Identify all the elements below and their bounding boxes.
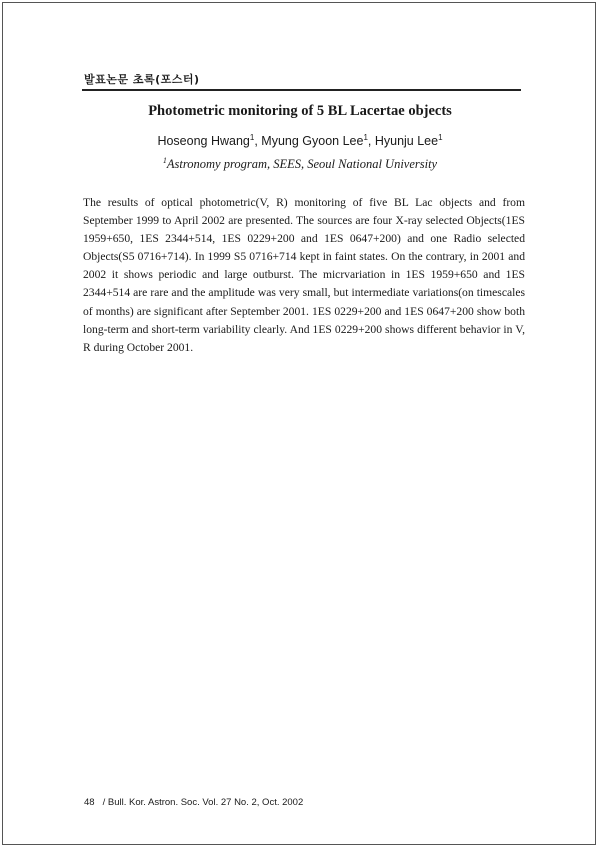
journal-citation: / Bull. Kor. Astron. Soc. Vol. 27 No. 2, Oct. 2002 [102, 797, 304, 808]
author-superscript: 1 [363, 133, 368, 142]
author-separator: , [254, 134, 262, 149]
section-header: 발표논문 초록(포스터) [84, 73, 200, 86]
author-name: Myung Gyoon Lee [261, 134, 364, 149]
author-name: Hoseong Hwang [157, 134, 250, 149]
author-list [0, 133, 600, 148]
affiliation [0, 156, 600, 172]
author-superscript: 1 [438, 133, 443, 142]
page-number: 48 [84, 797, 95, 808]
paper-title: Photometric monitoring of 5 BL Lacertae objects [148, 103, 452, 119]
author-superscript: 1 [249, 133, 255, 142]
author-name: Hyunju Lee [374, 134, 439, 149]
affiliation-superscript: 1 [162, 156, 167, 165]
affiliation-text: Astronomy program, SEES, Seoul National University [166, 157, 438, 172]
abstract-body: The results of optical photometric(V, R) monitoring of five BL Lac objects and from September 1999 to April 2002 are presented. The sources are four X-ray selected Objects(1ES 1959+650, 1ES 2344+514, 1ES 0229+200 and 1ES 0647+200) and one Radio selected Objects(S5 0716+714). In 1999 S5 0716+714 kept in faint states. On the contrary, in 2001 and 2002 it shows periodic and large outburst. The micrvariation in 1ES 1959+650 and 1ES 2344+514 are rare and the amplitude was very small, but intermediate variations(on timescales of months) are significant after September 2001. 1ES 0229+200 and 1ES 0647+200 show both long-term and short-term variability clearly. And 1ES 0229+200 shows different behavior in V, R during October 2001. [83, 196, 525, 354]
page-footer [84, 797, 303, 808]
page-border [2, 2, 596, 845]
header-rule [82, 89, 521, 91]
author-separator: , [367, 134, 375, 149]
